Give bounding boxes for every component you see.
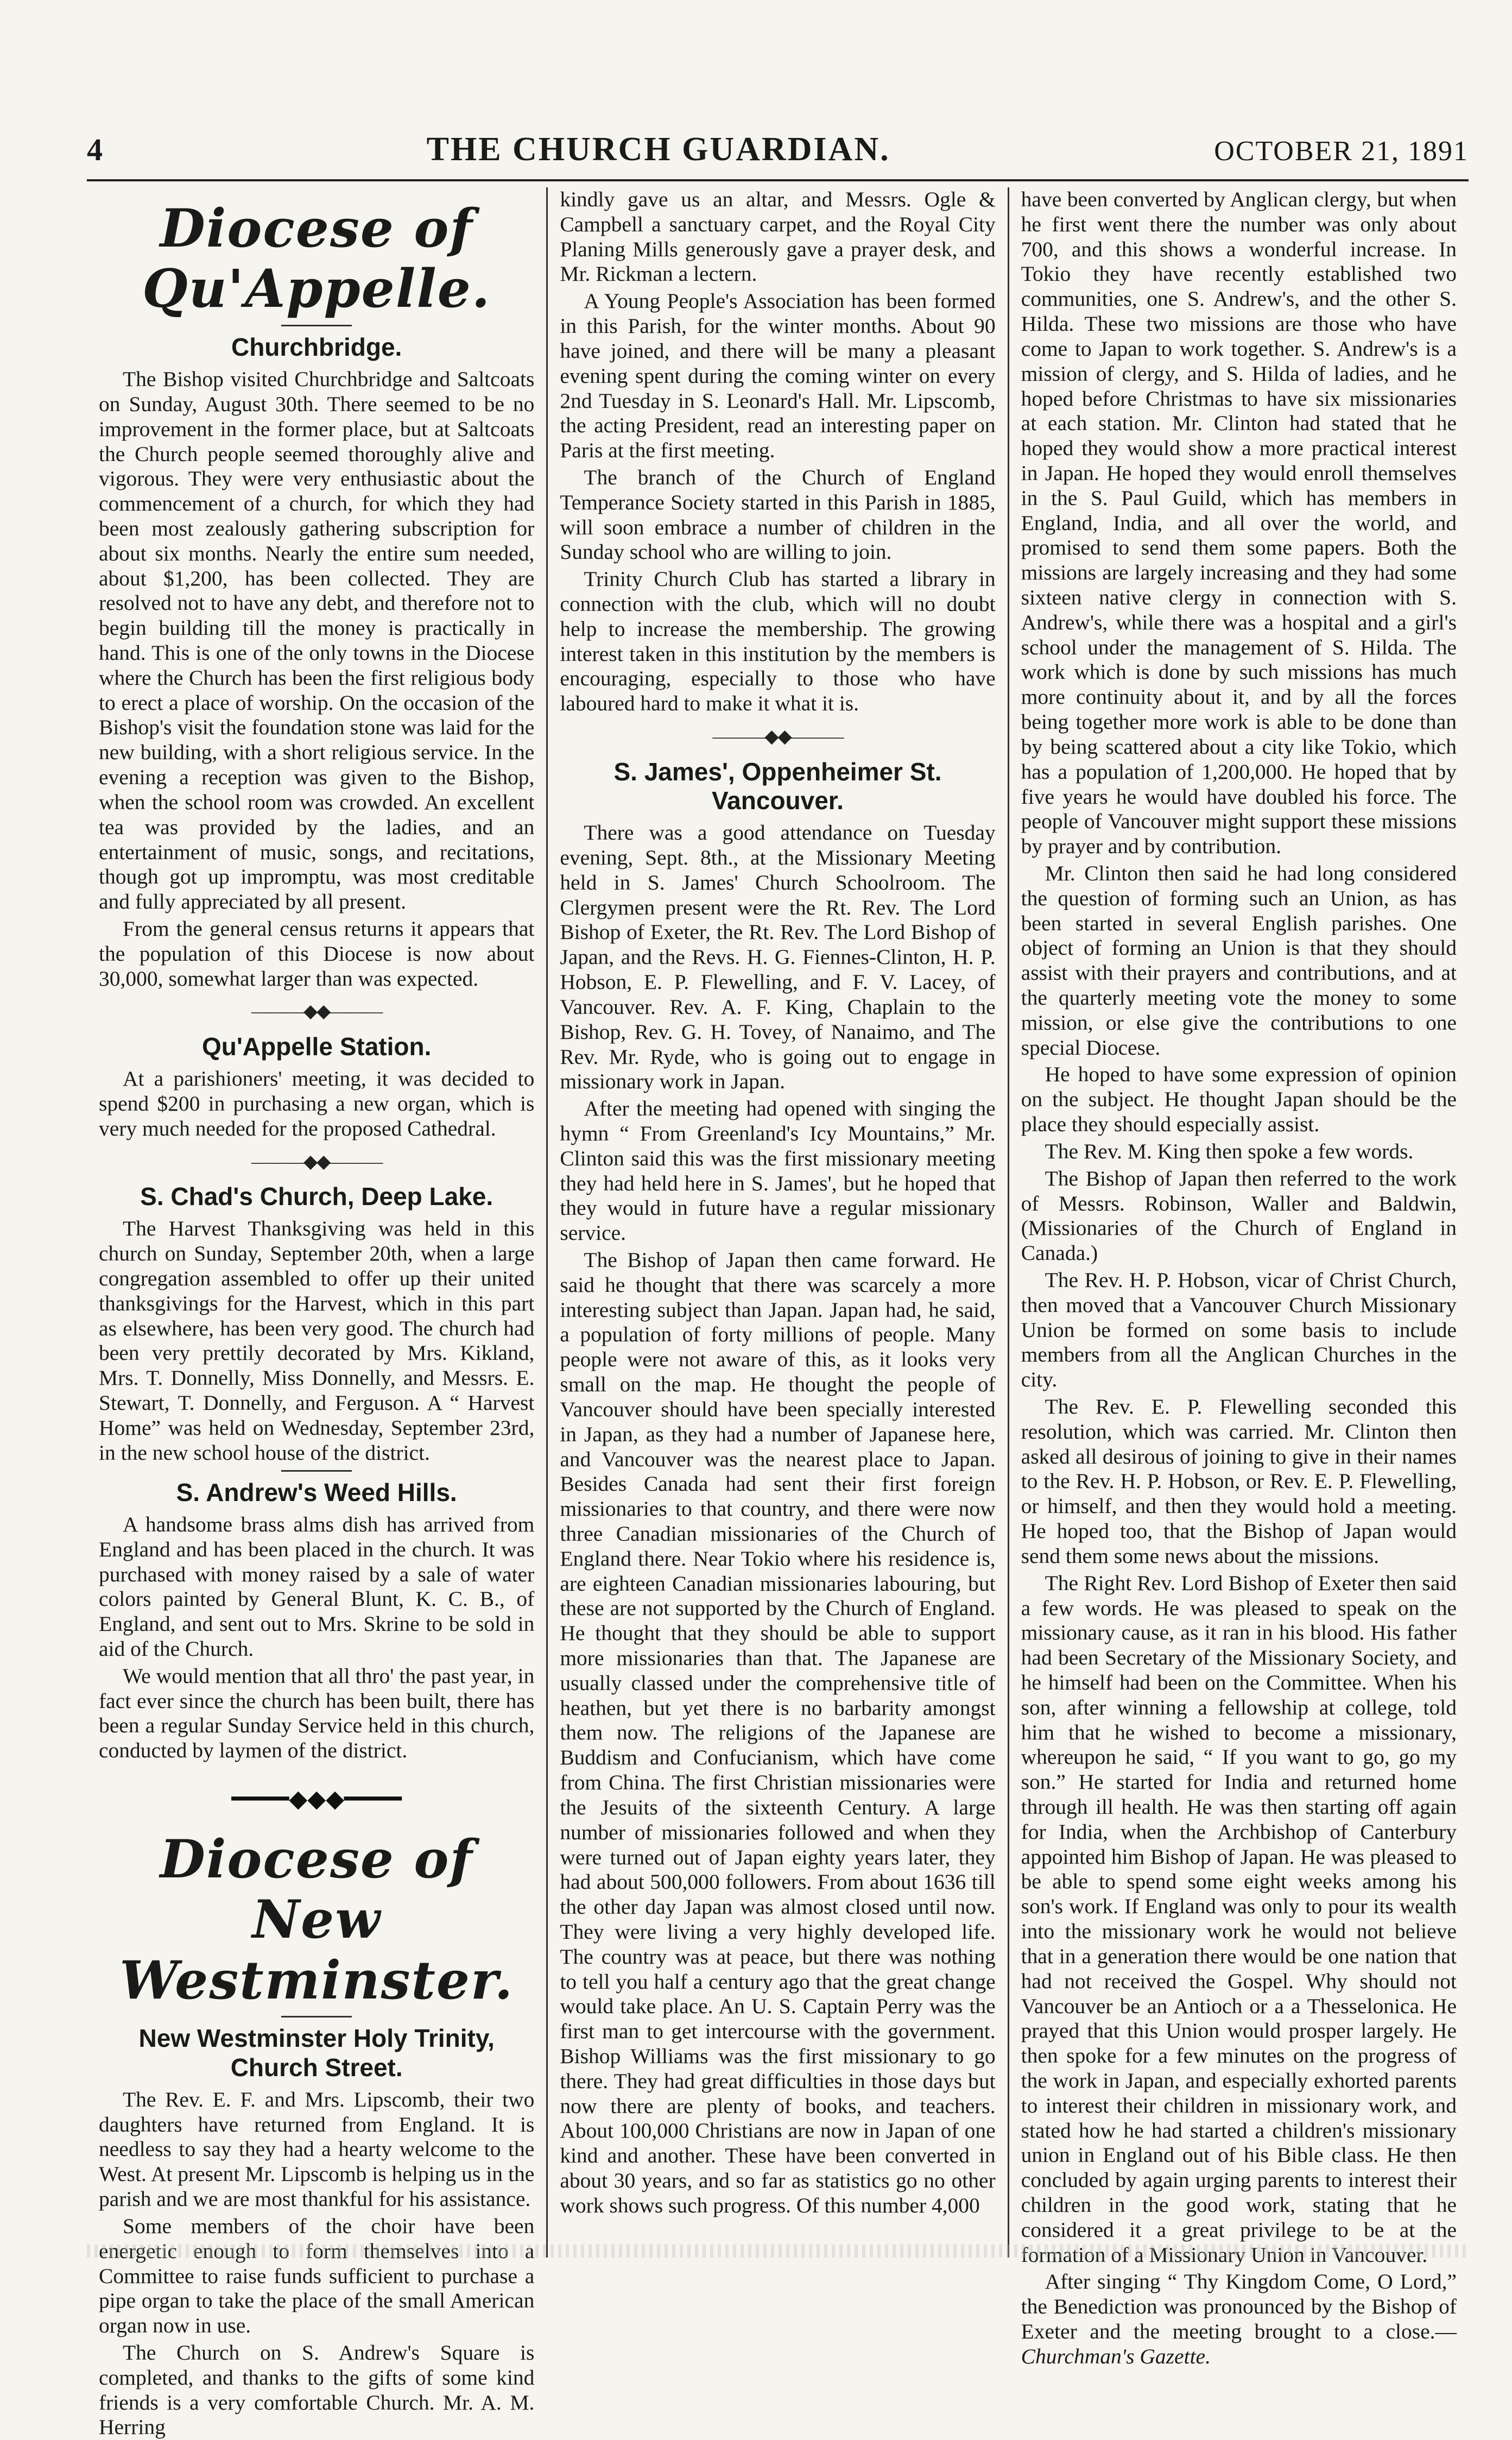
paragraph: [1021, 2269, 1457, 2369]
column-2: [548, 187, 1009, 2258]
paragraph: We would mention that all thro' the past year, in fact ever since the church has been built, there has been a regular Sunday Service held in this church, conducted by laymen of the district.: [99, 1663, 535, 1763]
paragraph: He hoped to have some expression of opinion on the subject. He thought Japan should be the place they should especially assist.: [1021, 1062, 1457, 1137]
paragraph: The Bishop of Japan then came forward. He said he thought that there was scarcely a more interesting subject than Japan. Japan had, he said, a population of forty millions of people. Many people were not aware of this, as it looks very small on the map. He thought the people of Vancouver should have been specially interested in Japan, as they had a number of Japanese here, and Vancouver was the nearest place to Japan. Besides Canada had sent their first foreign missionaries to that country, and there were now three Canadian missionaries of the Church of England there. Near Tokio where his residence is, are eighteen Canadian missionaries labouring, but these are not supported by the Church of England. He thought that they should be able to support more missionaries than that. The Japanese are usually classed under the comprehensive title of heathen, but yet there is no barbarity amongst them now. The religions of the Japanese are Buddism and Confucianism, which have come from China. The first Christian missionaries were the Jesuits of the sixteenth Century. A large number of missionaries followed and when they were turned out of Japan eighty years later, they had about 500,000 followers. From about 1636 till the other day Japan was almost closed until now. They were living a very highly developed life. The country was at peace, but there was nothing to tell you half a century ago that the great change would take place. An U. S. Captain Perry was the first man to get intercourse with the government. Bishop Williams was the first missionary to go there. They had great difficulties in those days but now there are plenty of books, and teachers. About 100,000 Christians are now in Japan of one kind and another. These have been converted in about 30 years, and so far as statistics go no other work shows such progress. Of this number 4,000: [560, 1248, 996, 2217]
paragraph: The Church on S. Andrew's Square is completed, and thanks to the gifts of some kind friends is a very comfortable Church. Mr. A. M. Herring: [99, 2340, 535, 2439]
section-heading-st-chad: S. Chad's Church, Deep Lake.: [140, 1182, 494, 1211]
paragraph: Some members of the choir have been energetic enough to form themselves into a Committee to raise funds sufficient to purchase a pipe organ to take the place of the small American organ now in use.: [99, 2214, 535, 2338]
paragraph: From the general census returns it appears that the population of this Diocese is now about 30,000, somewhat larger than was expected.: [99, 916, 535, 991]
issue-date: OCTOBER 21, 1891: [1214, 136, 1469, 167]
paragraph: Trinity Church Club has started a library in connection with the club, which will no doubt help to increase the membership. The growing interest taken in this institution by the members is encouraging, especially to those who have laboured hard to make it what it is.: [560, 567, 996, 716]
section-heading-st-james: S. James', Oppenheimer St. Vancouver.: [613, 757, 942, 815]
paragraph: The Rev. M. King then spoke a few words.: [1045, 1139, 1414, 1163]
article-columns: [87, 187, 1469, 2439]
divider: [281, 1470, 352, 1472]
diocese-heading-quappelle: Diocese of Qu'Appelle.: [142, 198, 491, 320]
paragraph: have been converted by Anglican clergy, but when he first went there the number was only about 700, and this shows a wonderful increase. In Tokio they have recently established two communities, one S. Andrew's, and the other S. Hilda. These two missions are those who have come to Japan to work together. S. Andrew's is a mission of clergy, and S. Hilda of ladies, and he hoped before Christmas to have six missionaries at each station. Mr. Clinton had stated that he hoped they would show a more practical interest in Japan. He hoped they would enroll themselves in the S. Paul Guild, which has members in England, India, and all over the world, and promised to send them some papers. Both the missions are largely increasing and they had some sixteen native clergy in connection with S. Andrew's, while there was a hospital and a girl's school under the management of S. Hilda. The work which is done by such missions has much more continuity about it, and by all the forces being together more work is able to be done than by being scattered about a city like Tokio, which has a population of 1,200,000. He hoped that by five years he would have doubled his force. The people of Vancouver might support these missions by prayer and by contribution.: [1021, 187, 1457, 859]
section-heading-holy-trinity: New Westminster Holy Trinity, Church Street.: [138, 2024, 495, 2082]
divider: [281, 2016, 352, 2017]
paragraph: The Harvest Thanksgiving was held in this church on Sunday, September 20th, when a large congregation assembled to offer up their united thanksgivings for the Harvest, which in this part as elsewhere, has been very good. The church had been very prettily decorated by Mrs. Kikland, Mrs. T. Donnelly, Miss Donnelly, and Messrs. E. Stewart, T. Donnelly, and Ferguson. A “ Harvest Home” was held on Wednesday, September 23rd, in the new school house of the district.: [99, 1216, 535, 1465]
paragraph: The Right Rev. Lord Bishop of Exeter then said a few words. He was pleased to speak on the missionary cause, as it ran in his blood. His father had been Secretary of the Missionary Society, and he himself had been on the Committee. When his son, after winning a fellowship at college, told him that he wished to become a missionary, whereupon he said, “ If you want to go, go my son.” He started for India and returned home through ill health. He was then starting off again for India, when the Archbishop of Canterbury appointed him Bishop of Japan. He was pleased to be able to spend some eight weeks among his son's work. If England was only to pour its wealth into the missionary work he would not believe that in a generation there would be one nation that had not received the Gospel. Why should not Vancouver be an Antioch or a a Thesselonica. He prayed that this Union would prosper largely. He then spoke for a few minutes on the progress of the work in Japan, and especially exhorted parents to interest their children in missionary work, and stated how he had started a children's missionary union in England out of his Bible class. He then concluded by again urging parents to interest their children in the good work, stating that he considered it a great privilege to be at the formation of a Missionary Union in Vancouver.: [1021, 1571, 1457, 2267]
paragraph: The Rev. E. P. Flewelling seconded this resolution, which was carried. Mr. Clinton then asked all desirous of joining to give in their names to the Rev. H. P. Hobson, or Rev. E. P. Flewelling, or himself, and then they would hold a meeting. He hoped too, that the Bishop of Japan would send them some news about the missions.: [1021, 1395, 1457, 1568]
column-1: [87, 187, 548, 2439]
paragraph: Mr. Clinton then said he had long considered the question of forming such an Union, as has been started in several English parishes. One object of forming an Union is that they should assist with their prayers and contributions, and at the quarterly meeting vote the money to some mission, or else give the contributions to one special Diocese.: [1021, 861, 1457, 1060]
ornament-divider: ―――◆◆―――: [712, 727, 843, 747]
divider: [281, 325, 352, 326]
ornament-divider: ―――◆◆―――: [251, 1151, 382, 1172]
closing-text: After singing “ Thy Kingdom Come, O Lord,” the Benediction was pronounced by the Bishop of Exeter and the meeting brought to a close.—: [1021, 2269, 1457, 2344]
paragraph: The branch of the Church of England Temperance Society started in this Parish in 1885, will soon embrace a number of children in the Sunday school who are willing to join.: [560, 465, 996, 564]
paragraph: The Rev. H. P. Hobson, vicar of Christ Church, then moved that a Vancouver Church Missionary Union be formed on some basis to include members from all the Anglican Churches in the city.: [1021, 1268, 1457, 1392]
paragraph: After the meeting had opened with singing the hymn “ From Greenland's Icy Mountains,” Mr. Clinton said this was the first missionary meeting they had held here in S. James', but he hoped that they would in future have a regular missionary service.: [560, 1096, 996, 1245]
page-header: [87, 130, 1469, 181]
paragraph: The Rev. E. F. and Mrs. Lipscomb, their two daughters have returned from England. It is needless to say they had a hearty welcome to the West. At present Mr. Lipscomb is helping us in the parish and we are most thankful for his assistance.: [99, 2087, 535, 2211]
source-credit: Churchman's Gazette.: [1021, 2344, 1211, 2368]
diocese-heading-new-westminster: Diocese of New Westminster.: [119, 1829, 514, 2011]
paragraph: kindly gave us an altar, and Messrs. Ogle & Campbell a sanctuary carpet, and the Royal City Planing Mills generously gave a prayer desk, and Mr. Rickman a lectern.: [560, 187, 996, 286]
ornament-divider-large: ━━━━◆◆◆━━━━: [231, 1786, 402, 1813]
paragraph: The Bishop visited Churchbridge and Saltcoats on Sunday, August 30th. There seemed to be no improvement in the former place, but at Saltcoats the Church people seemed thoroughly alive and vigorous. They were very enthusiastic about the commencement of a church, for which they had been most zealously gathering subscription for about six months. Nearly the entire sum needed, about $1,200, has been collected. They are resolved not to have any debt, and therefore not to begin building till the money is practically in hand. This is one of the only towns in the Diocese where the Church has been the first religious body to erect a place of worship. On the occasion of the Bishop's visit the foundation stone was laid for the new building, with a short religious service. In the evening a reception was given to the Bishop, when the school room was crowded. An excellent tea was provided by the ladies, and an entertainment of music, songs, and recitations, though got up impromptu, was most creditable and fully appreciated by all present.: [99, 367, 535, 914]
ornament-divider: ―――◆◆―――: [251, 1001, 382, 1022]
masthead-title: THE CHURCH GUARDIAN.: [426, 131, 890, 168]
column-3: [1009, 187, 1469, 2368]
paragraph: A handsome brass alms dish has arrived from England and has been placed in the church. It was purchased with money raised by a sale of water colors painted by General Blunt, K. C. B., of England, and sent out to Mrs. Skrine to be sold in aid of the Church.: [99, 1512, 535, 1661]
section-heading-quappelle-station: Qu'Appelle Station.: [201, 1032, 432, 1061]
print-smudge: [87, 2244, 1469, 2258]
section-heading-st-andrew: S. Andrew's Weed Hills.: [176, 1478, 457, 1506]
paragraph: At a parishioners' meeting, it was decided to spend $200 in purchasing a new organ, which is very much needed for the proposed Cathedral.: [99, 1067, 535, 1140]
paragraph: A Young People's Association has been formed in this Parish, for the winter months. About 90 have joined, and there will be many a pleasant evening spent during the coming winter on every 2nd Tuesday in S. Leonard's Hall. Mr. Lipscomb, the acting President, read an interesting paper on Paris at the first meeting.: [560, 289, 996, 463]
paragraph: The Bishop of Japan then referred to the work of Messrs. Robinson, Waller and Baldwin, (Missionaries of the Church of England in Canada.): [1021, 1166, 1457, 1265]
section-heading-churchbridge: Churchbridge.: [231, 332, 402, 361]
paragraph: There was a good attendance on Tuesday evening, Sept. 8th., at the Missionary Meeting held in S. James' Church Schoolroom. The Clergymen present were the Rt. Rev. The Lord Bishop of Exeter, the Rt. Rev. The Lord Bishop of Japan, and the Revs. H. G. Fiennes-Clinton, H. P. Hobson, E. P. Flewelling, and F. V. Lacey, of Vancouver. Rev. A. F. King, Chaplain to the Bishop, Rev. G. H. Tovey, of Nanaimo, and The Rev. Mr. Ryde, who is going out to engage in missionary work in Japan.: [560, 821, 996, 1094]
page-number: 4: [87, 132, 103, 167]
